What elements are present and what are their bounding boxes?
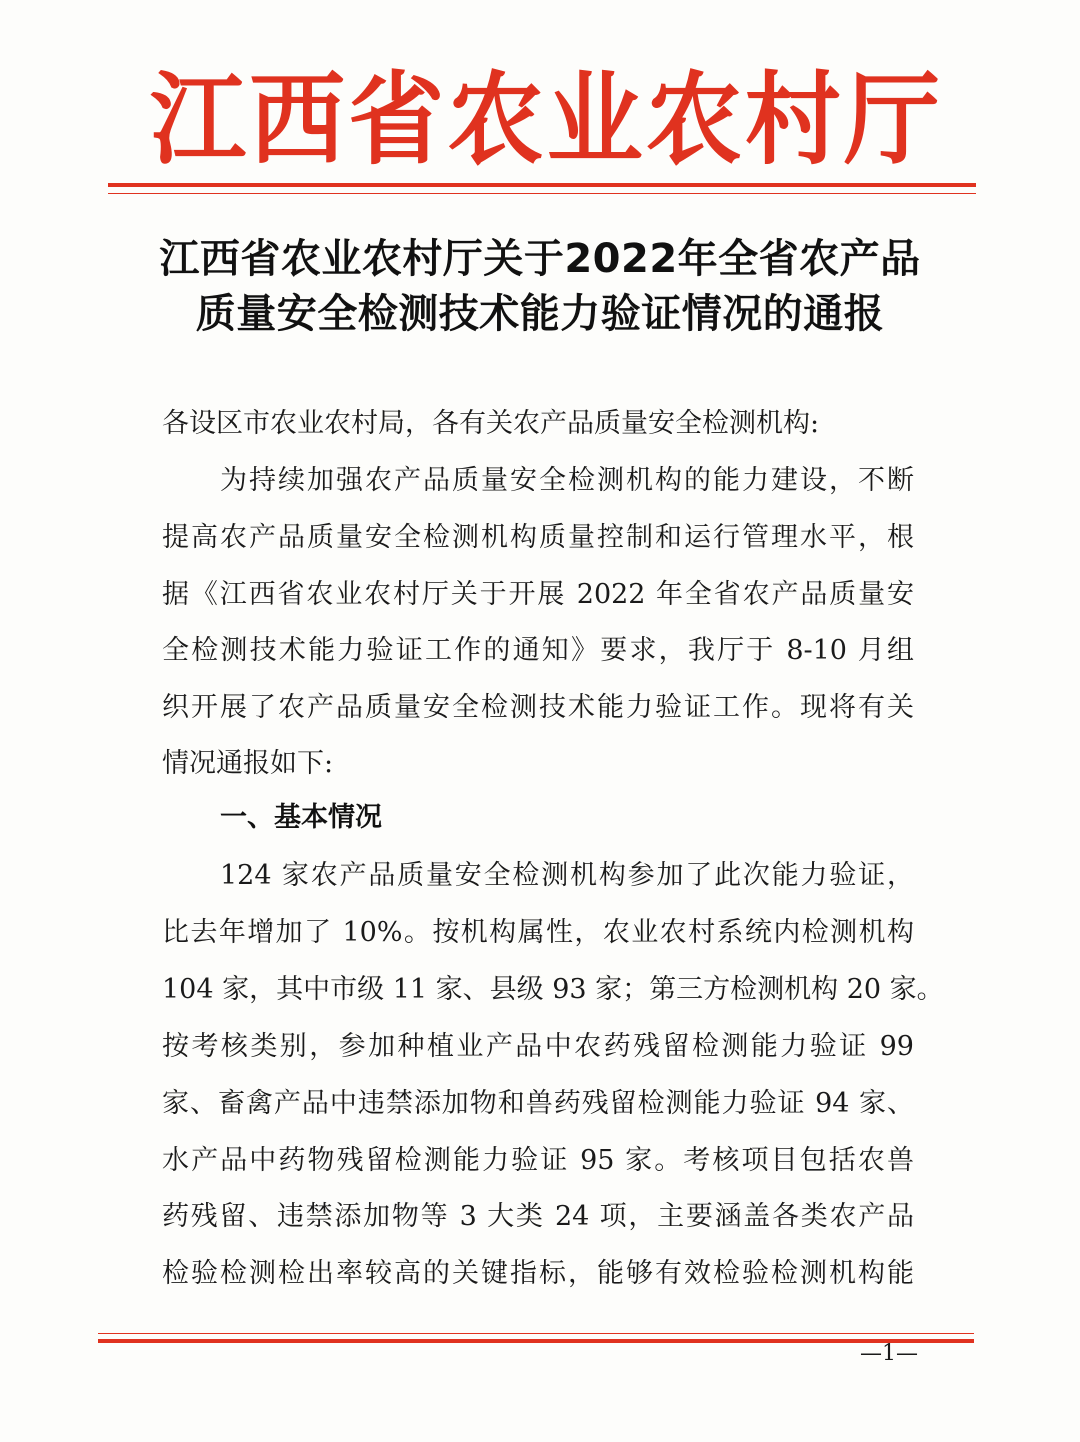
paragraph-line: 全检测技术能力验证工作的通知》要求，我厅于 8-10 月组: [162, 635, 914, 666]
footer-rule-thin: [98, 1333, 974, 1334]
masthead-char: 省: [348, 60, 445, 179]
masthead-char: 村: [744, 60, 841, 179]
document-title-line: 质量安全检测技术能力验证情况的通报: [195, 291, 885, 337]
paragraph-line: 情况通报如下:: [162, 748, 334, 779]
paragraph-line: 为持续加强农产品质量安全检测机构的能力建设，不断: [220, 465, 914, 496]
paragraph-line: 按考核类别，参加种植业产品中农药残留检测能力验证 99: [162, 1031, 914, 1062]
footer-rule-thick: [98, 1339, 974, 1343]
salutation: 各设区市农业农村局，各有关农产品质量安全检测机构:: [162, 408, 820, 439]
paragraph-line: 检验检测检出率较高的关键指标，能够有效检验检测机构能: [162, 1258, 914, 1289]
page-number: —1—: [860, 1341, 918, 1366]
masthead-char: 业: [546, 60, 643, 179]
masthead: [150, 62, 940, 178]
paragraph-line: 比去年增加了 10%。按机构属性，农业农村系统内检测机构: [162, 917, 914, 948]
paragraph-line: 124 家农产品质量安全检测机构参加了此次能力验证，: [220, 860, 914, 891]
document-title-line: 江西省农业农村厅关于2022年全省农产品: [159, 236, 921, 282]
masthead-char: 农: [447, 60, 544, 179]
section-heading: 一、基本情况: [220, 802, 382, 833]
paragraph-line: 据《江西省农业农村厅关于开展 2022 年全省农产品质量安: [162, 579, 914, 610]
masthead-char: 西: [249, 60, 346, 179]
masthead-rule-thick: [108, 183, 976, 187]
masthead-char: 农: [645, 60, 742, 179]
masthead-char: 厅: [843, 60, 940, 179]
paragraph-line: 药残留、违禁添加物等 3 大类 24 项，主要涵盖各类农产品: [162, 1201, 914, 1232]
paragraph-line: 水产品中药物残留检测能力验证 95 家。考核项目包括农兽: [162, 1145, 914, 1176]
masthead-char: 江: [150, 60, 246, 179]
document-title: [140, 232, 940, 342]
paragraph-line: 104 家，其中市级 11 家、县级 93 家；第三方检测机构 20 家。: [162, 974, 944, 1005]
masthead-rule-thin: [108, 193, 976, 194]
paragraph-line: 家、畜禽产品中违禁添加物和兽药残留检测能力验证 94 家、: [162, 1088, 914, 1119]
paragraph-line: 提高农产品质量安全检测机构质量控制和运行管理水平，根: [162, 522, 914, 553]
paragraph-line: 织开展了农产品质量安全检测技术能力验证工作。现将有关: [162, 692, 914, 723]
